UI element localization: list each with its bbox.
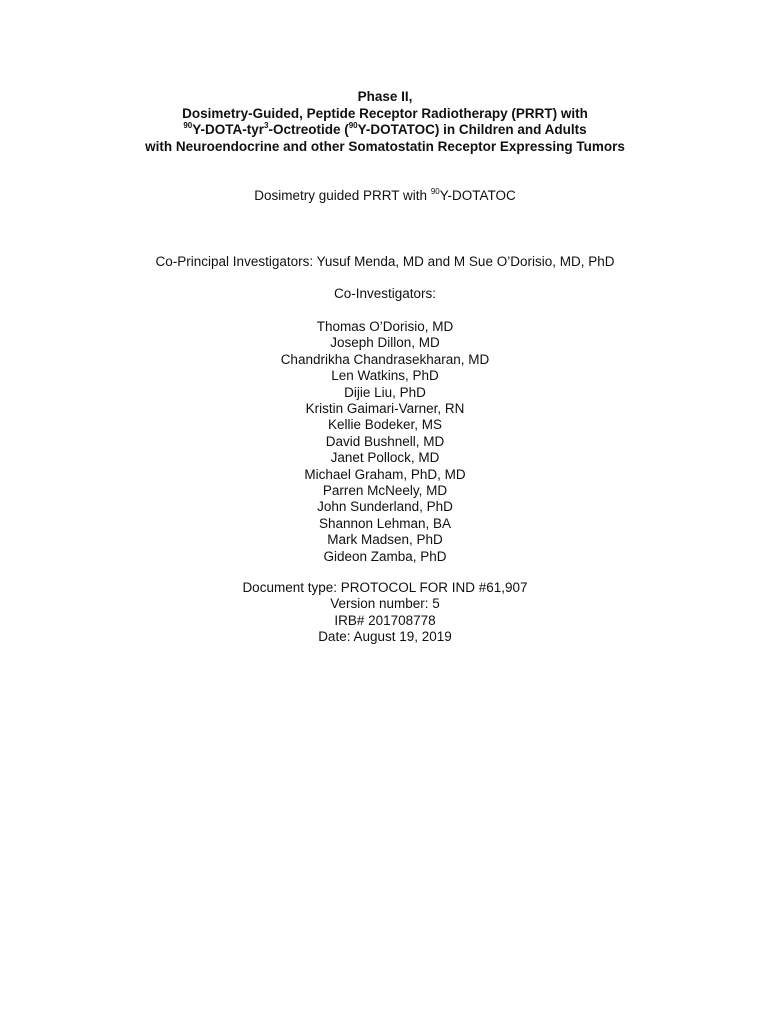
list-item: Len Watkins, PhD bbox=[331, 368, 439, 384]
list-item: Kellie Bodeker, MS bbox=[327, 417, 443, 433]
list-item: Kristin Gaimari-Varner, RN bbox=[305, 401, 465, 417]
list-item: Joseph Dillon, MD bbox=[330, 335, 440, 351]
list-item: Chandrikha Chandrasekharan, MD bbox=[280, 351, 490, 367]
title-line-4: with Neuroendocrine and other Somatostatin Receptor Expressing Tumors bbox=[145, 138, 625, 154]
list-item: David Bushnell, MD bbox=[325, 433, 445, 449]
title-line-1: Phase II, bbox=[357, 89, 413, 104]
list-item: Thomas O’Dorisio, MD bbox=[316, 319, 454, 334]
isotope-superscript: 90 bbox=[348, 120, 358, 130]
list-item: John Sunderland, PhD bbox=[317, 499, 453, 515]
co-principal-investigators: Co-Principal Investigators: Yusuf Menda, MD and M Sue O’Dorisio, MD, PhD bbox=[155, 254, 615, 269]
list-item: Michael Graham, PhD, MD bbox=[304, 466, 466, 482]
isotope-superscript: 90 bbox=[183, 120, 193, 130]
protocol-title bbox=[0, 89, 770, 155]
title-line-3: $^{90}$Y-DOTA-tyr$^3$-Octreotide ($^{90}$Y-DOTATOC) in Children and Adults bbox=[183, 120, 587, 137]
version-number: Version number: 5 bbox=[330, 596, 440, 612]
title-line-2: Dosimetry-Guided, Peptide Receptor Radiotherapy (PRRT) with bbox=[182, 105, 588, 121]
document-date: Date: August 19, 2019 bbox=[318, 629, 452, 645]
isotope-superscript: 90 bbox=[430, 186, 440, 196]
list-item: Parren McNeely, MD bbox=[322, 483, 448, 499]
list-item: Janet Pollock, MD bbox=[330, 450, 440, 466]
list-item: Shannon Lehman, BA bbox=[318, 515, 452, 531]
short-title: Dosimetry guided PRRT with $^{90}$Y-DOTATOC bbox=[254, 186, 516, 203]
document-type: Document type: PROTOCOL FOR IND #61,907 bbox=[242, 580, 528, 595]
list-item: Mark Madsen, PhD bbox=[327, 532, 443, 548]
document-info bbox=[0, 580, 770, 646]
co-investigators-list bbox=[0, 319, 770, 565]
list-item: Dijie Liu, PhD bbox=[344, 384, 426, 400]
co-investigators-heading: Co-Investigators: bbox=[333, 286, 437, 301]
tyr-superscript: 3 bbox=[264, 120, 269, 130]
list-item: Gideon Zamba, PhD bbox=[323, 548, 447, 564]
irb-number: IRB# 201708778 bbox=[334, 612, 436, 628]
